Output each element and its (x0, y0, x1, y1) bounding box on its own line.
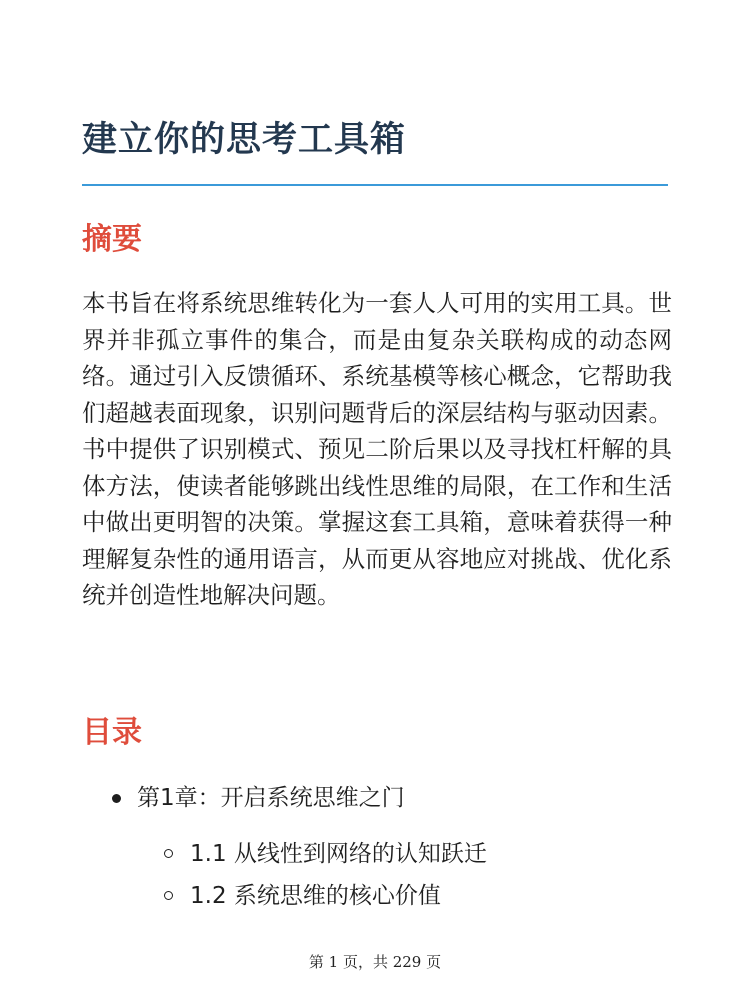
page-number-footer: 第 1 页，共 229 页 (308, 953, 442, 971)
title-divider (82, 184, 668, 186)
bullet-circle-icon (164, 891, 173, 900)
toc-section-label: 1.2 系统思维的核心价值 (190, 883, 441, 909)
summary-heading: 摘要 (82, 222, 142, 257)
toc-section-1-1 (82, 834, 662, 876)
bullet-disc-icon (112, 794, 121, 803)
table-of-contents (82, 778, 662, 918)
summary-paragraph: 本书旨在将系统思维转化为一套人人可用的实用工具。世界并非孤立事件的集合，而是由复杂关联构成的动态网络。通过引入反馈循环、系统基模等核心概念，它帮助我们超越表面现象，识别问题背后的深层结构与驱动因素。书中提供了识别模式、预见二阶后果以及寻找杠杆解的具体方法，使读者能够跳出线性思维的局限，在工作和生活中做出更明智的决策。掌握这套工具箱，意味着获得一种理解复杂性的通用语言，从而更从容地应对挑战、优化系统并创造性地解决问题。 (82, 289, 672, 609)
bullet-circle-icon (164, 849, 173, 858)
toc-section-1-2 (82, 876, 662, 918)
toc-section-list (82, 834, 662, 918)
toc-section-label: 1.1 从线性到网络的认知跃迁 (190, 841, 487, 867)
toc-heading: 目录 (82, 715, 142, 750)
toc-chapter-1 (82, 778, 662, 822)
toc-chapter-label: 第1章：开启系统思维之门 (137, 785, 405, 811)
toc-chapter-1-sections (82, 834, 662, 918)
page-title: 建立你的思考工具箱 (82, 120, 407, 160)
